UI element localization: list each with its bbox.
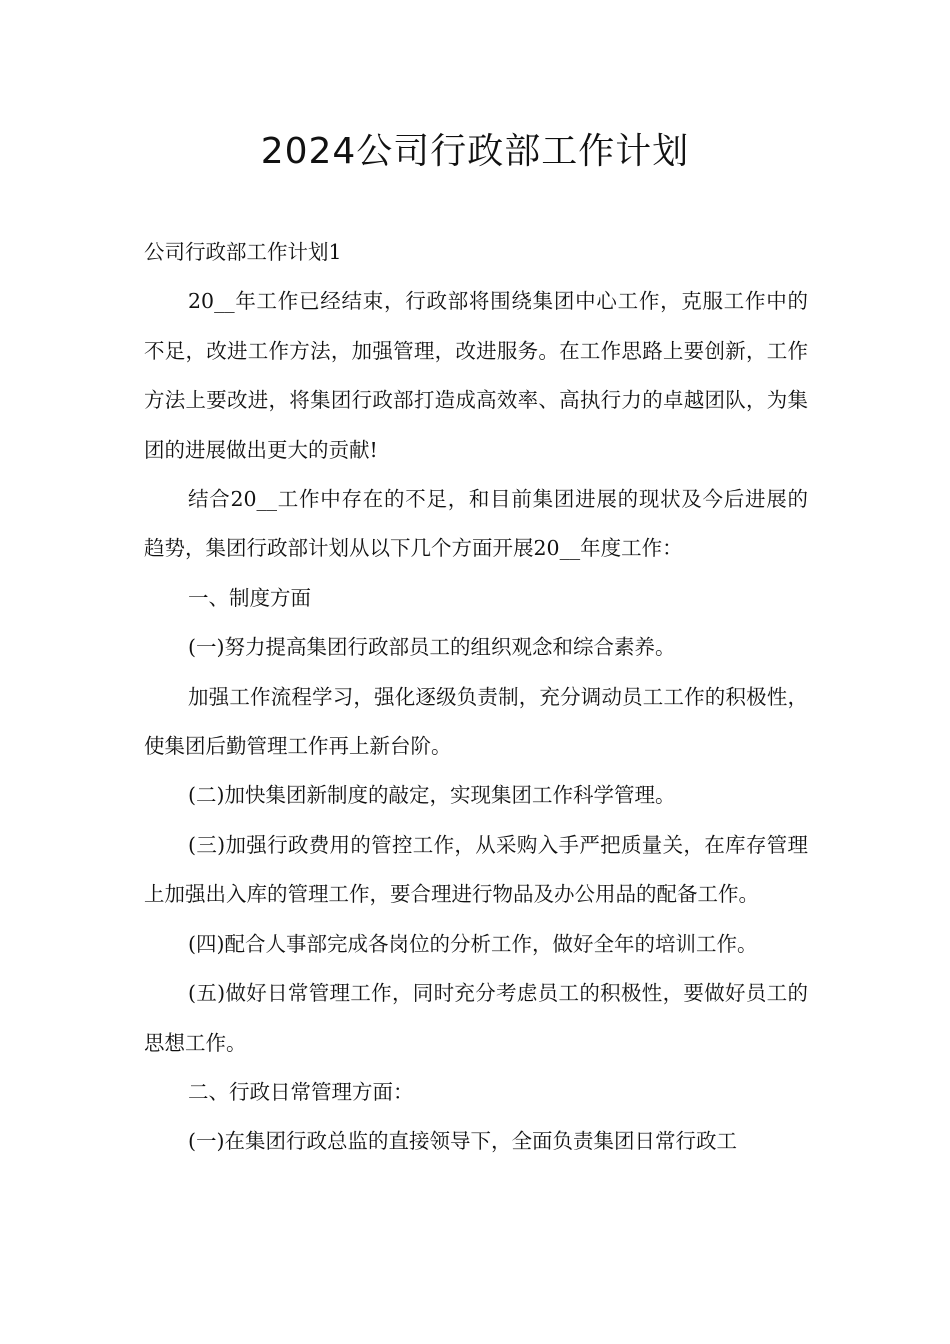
list-item: (五)做好日常管理工作，同时充分考虑员工的积极性，要做好员工的思想工作。	[144, 981, 808, 1055]
list-item: (三)加强行政费用的管控工作，从采购入手严把质量关，在库存管理上加强出入库的管理工作，要合理进行物品及办公用品的配备工作。	[144, 832, 808, 907]
list-item: (一)在集团行政总监的直接领导下，全面负责集团日常行政工	[188, 1129, 737, 1154]
section-heading: 二、行政日常管理方面：	[188, 1079, 414, 1104]
list-item: (四)配合人事部完成各岗位的分析工作，做好全年的培训工作。	[188, 931, 758, 956]
section-heading: 一、制度方面	[188, 585, 311, 610]
section-heading: 公司行政部工作计划1	[144, 240, 342, 264]
paragraph: 加强工作流程学习，强化逐级负责制，充分调动员工工作的积极性，使集团后勤管理工作再上新台阶。	[144, 684, 808, 759]
paragraph: 结合20__工作中存在的不足，和目前集团进展的现状及今后进展的趋势，集团行政部计划从以下几个方面开展20__年度工作：	[144, 487, 808, 561]
list-item: (一)努力提高集团行政部员工的组织观念和综合素养。	[188, 635, 676, 660]
list-item: (二)加快集团新制度的敲定，实现集团工作科学管理。	[188, 783, 676, 808]
document-body	[144, 228, 808, 1167]
document-title: 2024公司行政部工作计划	[260, 131, 690, 172]
paragraph: 20__年工作已经结束，行政部将围绕集团中心工作，克服工作中的不足，改进工作方法，加强管理，改进服务。在工作思路上要创新，工作方法上要改进，将集团行政部打造成高效率、高执行力的卓越团队，为集团的进展做出更大的贡献!	[144, 289, 808, 462]
